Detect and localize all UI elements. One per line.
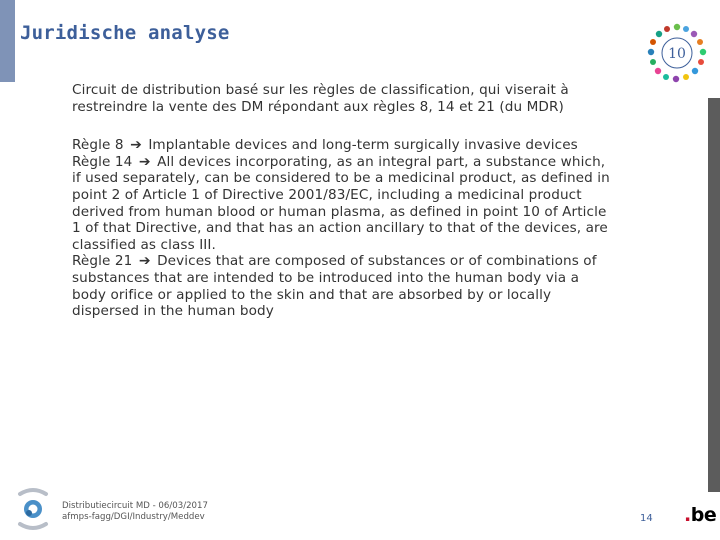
rule-8 [72,137,617,154]
afmps-logo-icon [14,486,52,532]
intro-paragraph [72,82,617,115]
be-logo-dot: . [684,504,691,526]
right-accent-bar [708,98,720,492]
left-accent-bar [0,0,15,82]
footer-line-1: Distributiecircuit MD - 06/03/2017 [62,501,208,511]
arrow-right-icon: ➔ [138,253,151,270]
be-logo [684,504,716,526]
page-title: Juridische analyse [20,22,230,44]
arrow-right-icon: ➔ [138,153,151,170]
rule-text: All devices incorporating, as an integral part, a substance which, if used separately, can be considered to be a medicinal product, as defined in point 2 of Article 1 of Directive 2001/83/EC, including a medicinal product derived from human blood or human plasma, as defined in point 10 of Article 1 of that Directive, and that has an action ancillary to that of the devices, are classified as class III. [72,153,610,253]
rule-label: Règle 14 [72,153,133,170]
arrow-right-icon: ➔ [130,137,142,154]
rule-label: Règle 8 [72,137,124,154]
slide-content [72,82,617,320]
intro-highlight: Circuit de distribution basé sur les règles de classification [72,82,471,98]
anniversary-logo-icon [646,22,708,84]
footer-info [62,501,208,523]
rule-text: Implantable devices and long-term surgically invasive devices [148,137,578,154]
svg-text:10: 10 [668,46,686,62]
footer-line-2: afmps-fagg/DGI/Industry/Meddev [62,512,205,522]
rule-label: Règle 21 [72,253,133,270]
rule-14 [72,154,617,254]
page-number: 14 [640,513,653,524]
rule-text: Devices that are composed of substances or of combinations of substances that are intended to be introduced into the human body via a body orifice or applied to the skin and that are absorbed by or locally dispersed in the human body [72,253,597,320]
be-logo-text: be [690,504,717,526]
intro-rest: , qui viserait à restreindre la vente des DM répondant aux règles 8, 14 et 21 (du MDR) [72,82,569,115]
rule-21 [72,253,617,319]
